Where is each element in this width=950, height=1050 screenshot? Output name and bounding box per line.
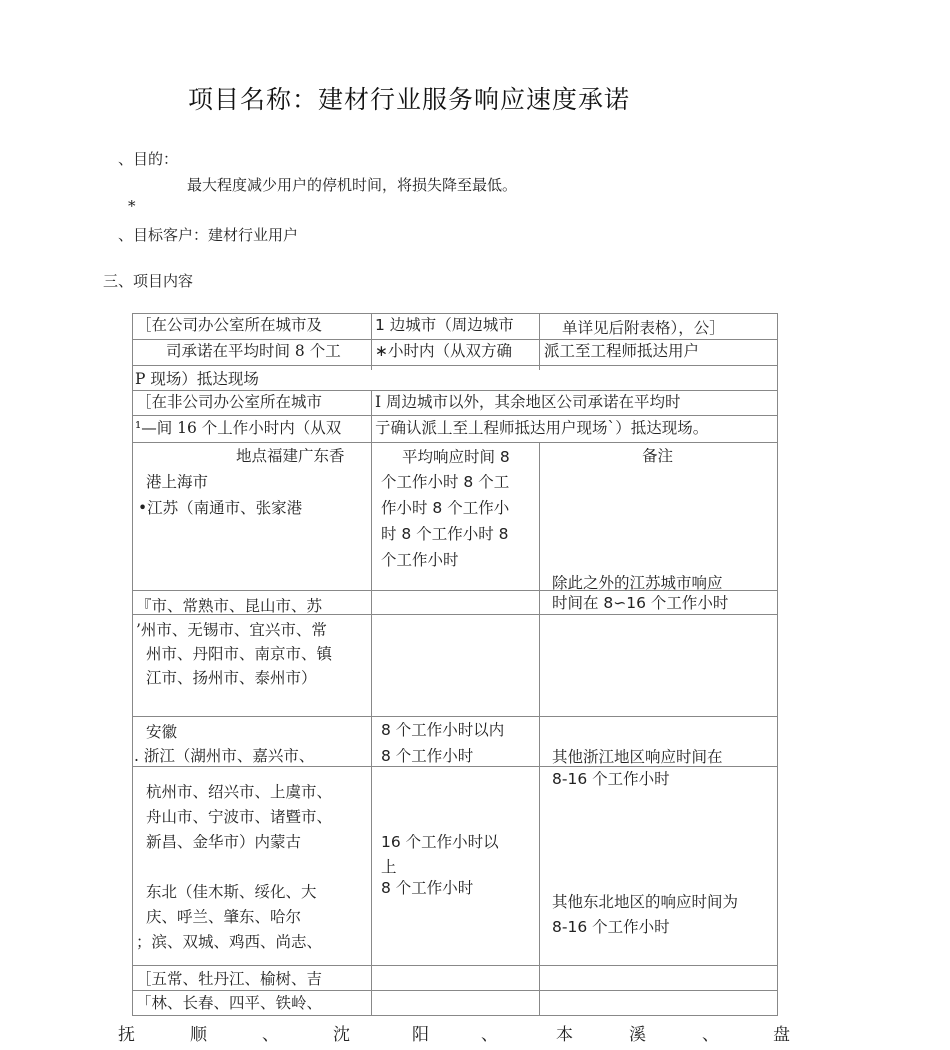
footer-char: 阳 bbox=[412, 1025, 429, 1045]
section-purpose-body: 最大程度减少用户的停机时间，将损失降至最低。 bbox=[187, 176, 518, 194]
intro-r3-c1: P 现场）抵达现场 bbox=[135, 370, 259, 388]
intro-r1-c2: 1 边城市（周边城市 bbox=[375, 316, 514, 334]
response-time-line: 作小时 8 个工作小 bbox=[381, 499, 510, 517]
footer-char: 、 bbox=[702, 1025, 719, 1045]
location-line: ’州市、无锡市、宜兴市、常 bbox=[136, 621, 327, 639]
footer-char: 沈 bbox=[333, 1025, 350, 1045]
location-line: 州市、丹阳市、南京市、镇 bbox=[146, 645, 333, 663]
location-line: ［五常、牡丹江、榆树、吉 bbox=[136, 970, 323, 988]
intro-r5-c1: ¹—间 16 个丄作小时内（从双 bbox=[135, 419, 342, 437]
location-line: 港上海市 bbox=[146, 473, 209, 491]
intro-r4-c1: ［在非公司办公室所在城市 bbox=[136, 393, 323, 411]
location-line: 安徽 bbox=[146, 723, 178, 741]
response-time-line: 16 个工作小时以 bbox=[381, 833, 499, 851]
intro-r5-c2: 亍确认派丄至丄程师抵达用户现场ˋ）抵达现场。 bbox=[375, 419, 709, 437]
note-line: 其他东北地区的响应时间为 bbox=[552, 893, 739, 911]
intro-r1-c1: ［在公司办公室所在城市及 bbox=[136, 316, 323, 334]
response-time-line: 8 个工作小时以内 bbox=[381, 721, 505, 739]
location-line: •江苏（南通市、张家港 bbox=[138, 499, 303, 517]
footer-char: 本 bbox=[556, 1025, 573, 1045]
location-line: 『市、常熟市、昆山市、苏 bbox=[136, 597, 323, 615]
location-line: 东北（佳木斯、绥化、大 bbox=[146, 883, 317, 901]
intro-r2-c1: 司承诺在平均时间 8 个工 bbox=[166, 342, 341, 360]
footer-char: 、 bbox=[262, 1025, 279, 1045]
section-content-heading: 三、项目内容 bbox=[103, 272, 194, 290]
note-line: 其他浙江地区响应时间在 bbox=[552, 748, 723, 766]
table-header-location: 地点福建广东香 bbox=[236, 447, 345, 465]
response-time-line: 个工作小时 bbox=[381, 551, 459, 569]
response-time-line: 时 8 个工作小时 8 bbox=[381, 525, 509, 543]
footer-char: 顺 bbox=[190, 1025, 207, 1045]
intro-r1-c3: 单详见后附表格），公］ bbox=[562, 319, 725, 337]
response-time-line: 上 bbox=[381, 858, 397, 876]
location-line: 杭州市、绍兴市、上虞市、 bbox=[146, 783, 333, 801]
footer-char: 溪 bbox=[629, 1025, 646, 1045]
intro-r2-c2: ∗小时内（从双方确 bbox=[375, 342, 512, 360]
footer-char: 盘 bbox=[773, 1025, 790, 1045]
page-title: 项目名称：建材行业服务响应速度承诺 bbox=[188, 85, 631, 114]
location-line: 「林、长春、四平、铁岭、 bbox=[136, 994, 323, 1012]
bullet-star: * bbox=[128, 197, 136, 215]
table-header-note: 备注 bbox=[642, 447, 674, 465]
response-time-line: 8 个工作小时 bbox=[381, 879, 474, 897]
location-line: ；滨、双城、鸡西、尚志、 bbox=[136, 933, 323, 951]
intro-r2-c3: 派工至工程师抵达用户 bbox=[544, 342, 700, 360]
location-line: . 浙江（湖州市、嘉兴市、 bbox=[134, 747, 315, 765]
note-line: 时间在 8∽16 个工作小时 bbox=[552, 594, 729, 612]
table-header-avg-time: 平均响应时间 8 bbox=[402, 448, 510, 466]
response-time-line: 个工作小时 8 个工 bbox=[381, 473, 510, 491]
location-line: 新昌、金华市）内蒙古 bbox=[146, 833, 302, 851]
note-line: 8-16 个工作小时 bbox=[552, 918, 670, 936]
note-line: 8-16 个工作小时 bbox=[552, 770, 670, 788]
location-line: 舟山市、宁波市、诸暨市、 bbox=[146, 808, 333, 826]
note-line: 除此之外的江苏城市响应 bbox=[552, 574, 723, 592]
section-purpose-heading: 、目的： bbox=[118, 150, 179, 168]
footer-char: 抚 bbox=[118, 1025, 135, 1045]
section-target-heading: 、目标客户：建材行业用户 bbox=[118, 226, 299, 244]
intro-r4-c2: I 周边城市以外，其余地区公司承诺在平均时 bbox=[375, 393, 681, 411]
response-time-line: 8 个工作小时 bbox=[381, 747, 474, 765]
location-line: 江市、扬州市、泰州市） bbox=[146, 669, 317, 687]
footer-char: 、 bbox=[481, 1025, 498, 1045]
location-line: 庆、呼兰、肇东、哈尔 bbox=[146, 908, 302, 926]
